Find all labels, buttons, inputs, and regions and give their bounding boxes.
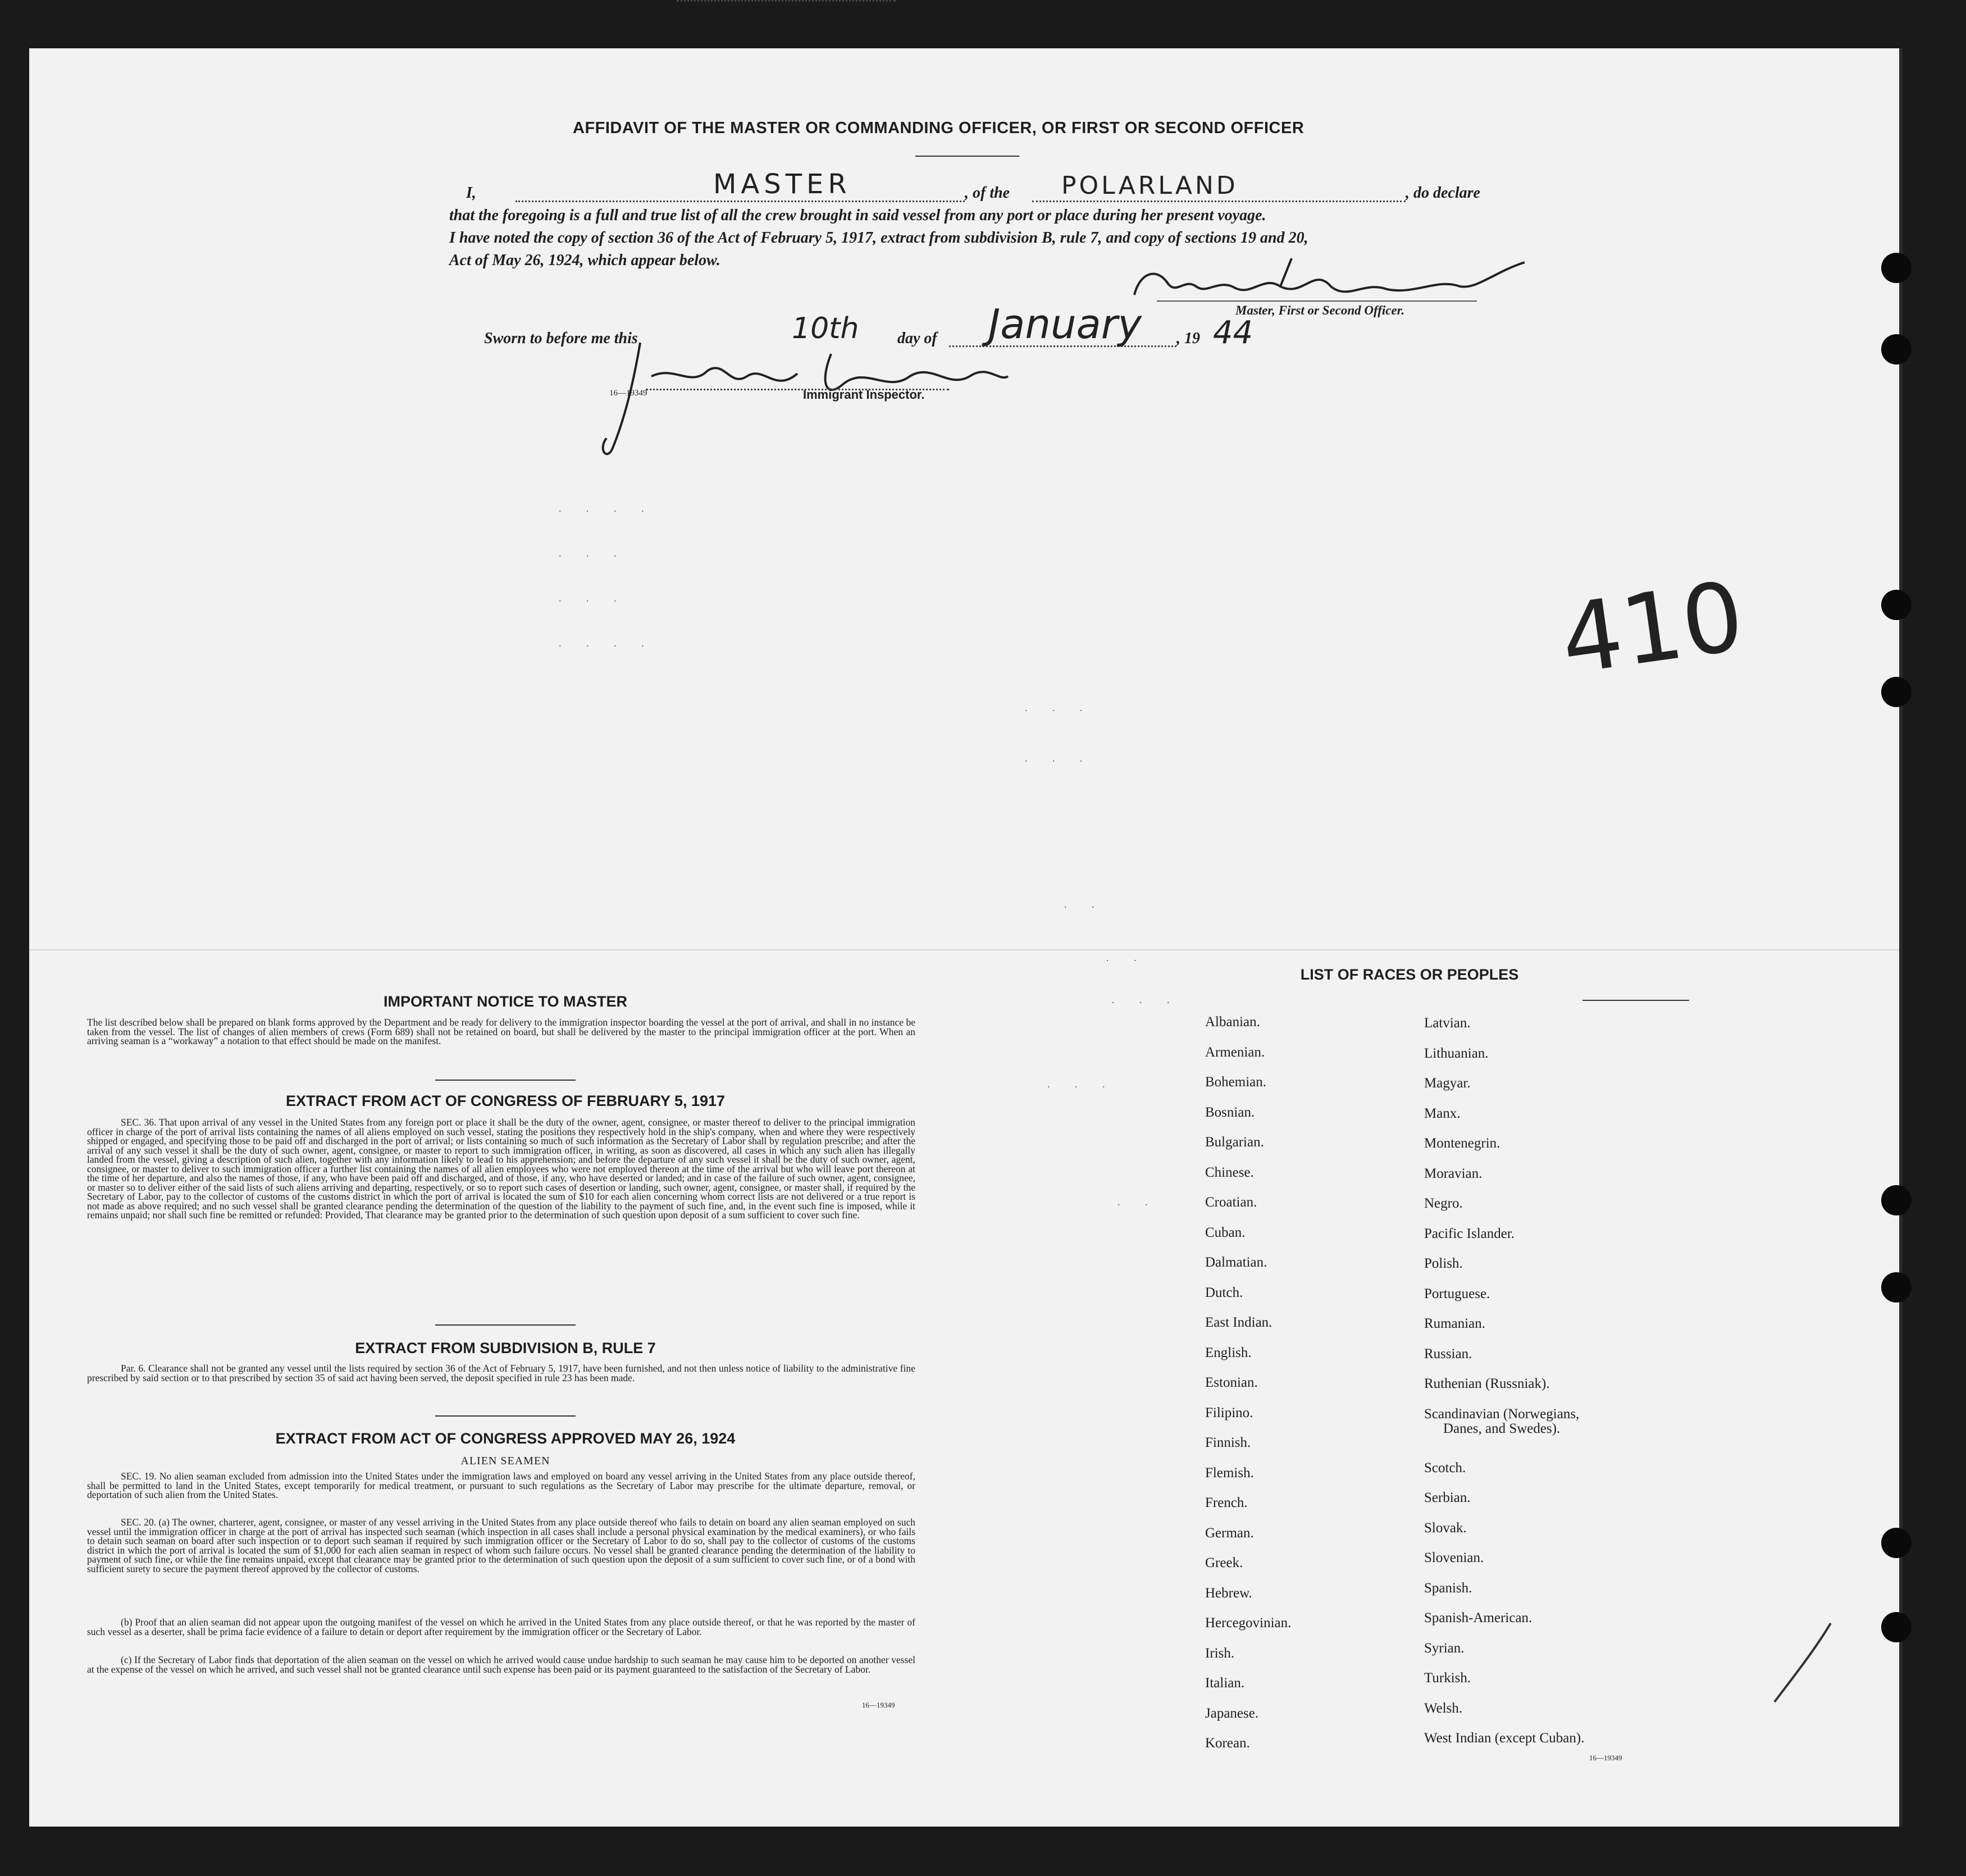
divider [435, 1080, 576, 1081]
pencil-mark [1769, 1618, 1836, 1707]
race-item: Danes, and Swedes). [1443, 1420, 1561, 1436]
race-item: Filipino. [1205, 1405, 1253, 1420]
extract-1924-title: EXTRACT FROM ACT OF CONGRESS APPROVED MAY 26, 1924 [275, 1430, 736, 1447]
punch-hole [1881, 1528, 1912, 1558]
master-line [516, 201, 965, 202]
race-item: Croatian. [1205, 1195, 1257, 1210]
divider [435, 1415, 576, 1417]
master-caption: Master, First or Second Officer. [1235, 303, 1405, 317]
race-item: English. [1205, 1345, 1252, 1360]
dot-leaders: . . . [1025, 702, 1094, 713]
handwritten-year: 44 [1213, 315, 1253, 351]
extract-1917-text: SEC. 36. That upon arrival of any vessel in the United States from any foreign port or place it shall be the duty of the owner, agent, consignee, or master thereof to deliver to the principal immigration officer in charge of the port of arrival lists containing the names of all aliens employed on such vessel, stating the positions they respectively hold in the ship's company, when and where they were respectively shipped or engaged, and specifying those to be paid off and discharged in the port of arrival; or lists containing so much of such information as the Secretary of Labor shall by regulation prescribe; and after the arrival of any such vessel it shall be the duty of such owner, agent, consignee, or master to report to such immigration officer, in writing, as soon as discovered, all cases in which any such alien has illegally landed from the vessel, giving a description of such alien, together with any information likely to lead to his apprehension; and before the departure of any such vessel it shall be the duty of such owner, agent, consignee, or master to deliver to such immigration officer a further list containing the names of all alien employees who were not employed thereon at the time of the arrival but who will leave port thereon at the time of her departure, and also the names of those, if any, who have been paid off and discharged, and of those, if any, who have deserted or landed; and in case of the failure of such owner, agent, consignee, or master so to deliver either of the said lists of such aliens arriving and departing, respectively, or so to report such cases of desertion or landing, such owner, agent, consignee, or master shall, if required by the Secretary of Labor, pay to the collector of customs of the customs district in which the port of arrival is located the sum of $10 for each alien concerning whom correct lists are not delivered or a true report is not made as above required; and no such vessel shall be granted clearance pending the determination of the question of the liability to the payment of such fine, and, in the event such fine is imposed, while it remains unpaid; nor shall such fine be remitted or refunded: Provided, That clearance may be granted prior to the determination of such question upon deposit of a sum sufficient to cover such fine. [87, 1117, 915, 1221]
dot-leaders: . . [1106, 952, 1148, 963]
dot-leaders: . . . [1047, 1078, 1116, 1090]
race-item: Italian. [1205, 1675, 1245, 1691]
extract-1924-subtitle: ALIEN SEAMEN [460, 1455, 550, 1467]
form-number-top: 16—19349 [609, 389, 647, 398]
race-item: German. [1205, 1525, 1254, 1541]
sec19-text: SEC. 19. No alien seaman excluded from admission into the United States under the immigration laws and employed on board any vessel arriving in the United States from any place outside thereof, shall be permitted to land in the United States, except temporarily for medical treatment, or pursuant to such regulations as the Secretary of Labor may prescribe for the ultimate departure, removal, or deportation of such alien from the United States. [87, 1470, 915, 1500]
punch-hole [1881, 334, 1912, 365]
affidavit-line2: that the foregoing is a full and true list of all the crew brought in said vessel from any port or place during her present voyage. [449, 207, 1266, 224]
race-item: Manx. [1424, 1105, 1461, 1121]
punch-hole [1881, 253, 1912, 283]
race-item: Slovenian. [1424, 1550, 1484, 1565]
year-prefix: , 19 [1176, 330, 1200, 347]
dot-leaders: . . [1064, 899, 1106, 910]
race-item: Cuban. [1205, 1224, 1246, 1240]
race-item: Bosnian. [1205, 1104, 1255, 1120]
race-item: Estonian. [1205, 1375, 1258, 1390]
dot-leaders: . . [1117, 1196, 1159, 1208]
handwritten-master: MASTER [713, 169, 851, 200]
punch-hole [1881, 590, 1912, 620]
handwritten-margin-note: 410 [1554, 561, 1750, 696]
race-item: Latvian. [1424, 1016, 1471, 1031]
punch-hole [1881, 677, 1912, 707]
dot-leaders: . . . [559, 548, 628, 559]
dot-leaders: . . . [1025, 753, 1094, 764]
of-the-label: , of the [965, 184, 1010, 202]
race-item: East Indian. [1205, 1315, 1272, 1330]
race-item: Rumanian. [1424, 1316, 1486, 1331]
race-item: Bohemian. [1205, 1074, 1267, 1090]
race-item: Scandinavian (Norwegians, [1424, 1406, 1580, 1422]
race-item: French. [1205, 1495, 1248, 1510]
handwritten-vessel: POLARLAND [1061, 171, 1238, 200]
fold-crease [29, 949, 1899, 950]
dot-leaders: . . . [1112, 994, 1181, 1005]
race-item: Welsh. [1424, 1700, 1463, 1716]
race-item: Moravian. [1424, 1165, 1483, 1181]
race-item: Montenegrin. [1424, 1136, 1500, 1151]
handwritten-month: January [988, 300, 1142, 348]
punch-hole [1881, 1272, 1912, 1303]
dot-leaders: . . . [559, 593, 628, 604]
race-item: Slovak. [1424, 1520, 1467, 1536]
race-item: Dalmatian. [1205, 1255, 1267, 1270]
race-item: Lithuanian. [1424, 1045, 1489, 1061]
extract-1917-title: EXTRACT FROM ACT OF CONGRESS OF FEBRUARY 5, 1917 [285, 1092, 726, 1109]
race-item: Greek. [1205, 1555, 1243, 1570]
notice-text: The list described below shall be prepared on blank forms approved by the Department and be ready for delivery to the immigration inspector boarding the vessel at the port of arrival, and shall in no instance be taken from the vessel. The list of changes of alien members of crews (Form 689) shall not be retained on board, but shall be delivered by the master to the principal immigration officer at the port. When an arriving seaman is a “workaway” a notation to that effect should be made on the manifest. [87, 1017, 915, 1046]
race-item: Syrian. [1424, 1640, 1465, 1656]
handwritten-day: 10th [792, 312, 859, 345]
race-item: Chinese. [1205, 1164, 1254, 1180]
dot-leaders: . . . . [559, 503, 655, 514]
race-item: Serbian. [1424, 1490, 1471, 1505]
race-item: Flemish. [1205, 1465, 1254, 1481]
vessel-line [1032, 201, 1406, 202]
affidavit-i: I, [466, 184, 476, 202]
race-item: Irish. [1205, 1645, 1235, 1661]
race-item: Spanish. [1424, 1580, 1472, 1596]
race-item: Magyar. [1424, 1076, 1471, 1091]
punch-hole [1881, 1612, 1912, 1642]
day-of-label: day of [897, 330, 937, 347]
form-number-left: 16—19349 [862, 1701, 895, 1709]
notice-title: IMPORTANT NOTICE TO MASTER [384, 993, 627, 1010]
affidavit-line4: Act of May 26, 1924, which appear below. [449, 252, 720, 269]
inspector-caption: Immigrant Inspector. [803, 388, 925, 402]
day-line [677, 0, 896, 2]
rule7-title: EXTRACT FROM SUBDIVISION B, RULE 7 [355, 1340, 656, 1356]
race-item: Japanese. [1205, 1705, 1259, 1721]
race-item: Bulgarian. [1205, 1135, 1264, 1150]
affidavit-line3: I have noted the copy of section 36 of the Act of February 5, 1917, extract from subdivision B, rule 7, and copy of sections 19 and 20, [449, 229, 1308, 247]
races-title: LIST OF RACES OR PEOPLES [1300, 966, 1519, 983]
race-item: Korean. [1205, 1736, 1250, 1751]
divider [915, 156, 1019, 157]
form-number-right: 16—19349 [1589, 1754, 1622, 1762]
race-item: Dutch. [1205, 1285, 1243, 1300]
race-item: Spanish-American. [1424, 1610, 1532, 1625]
race-item: Hercegovinian. [1205, 1615, 1292, 1631]
race-item: Albanian. [1205, 1014, 1260, 1030]
race-item: Portuguese. [1424, 1286, 1490, 1301]
race-item: Polish. [1424, 1256, 1463, 1271]
race-item: Scotch. [1424, 1460, 1466, 1476]
race-item: West Indian (except Cuban). [1424, 1731, 1585, 1746]
race-item: Negro. [1424, 1196, 1463, 1211]
race-item: Ruthenian (Russniak). [1424, 1376, 1550, 1391]
divider [435, 1324, 576, 1326]
race-item: Russian. [1424, 1346, 1472, 1362]
race-item: Armenian. [1205, 1044, 1265, 1060]
signature-line [1157, 300, 1477, 302]
race-item: Turkish. [1424, 1670, 1471, 1686]
race-item: Finnish. [1205, 1435, 1251, 1450]
punch-hole [1881, 1185, 1912, 1215]
sec20b-text: (b) Proof that an alien seaman did not appear upon the outgoing manifest of the vessel on which he arrived in the United States from any place outside thereof, or that he was reported by the master of such vessel as a deserter, shall be prima facie evidence of a failure to detain or deport after requirement by the immigration officer or the Secretary of Labor. [87, 1617, 915, 1637]
affidavit-title: AFFIDAVIT OF THE MASTER OR COMMANDING OFFICER, OR FIRST OR SECOND OFFICER [573, 119, 1304, 137]
rule7-text: Par. 6. Clearance shall not be granted any vessel until the lists required by section 36 of the Act of February 5, 1917, have been furnished, and not then unless notice of liability to the administrative fine prescribed by said section or to that prescribed by section 35 of said act having been served, the deposit specified in rule 23 has been made. [87, 1363, 915, 1383]
race-item: Hebrew. [1205, 1585, 1252, 1601]
race-item: Pacific Islander. [1424, 1226, 1515, 1241]
sec20c-text: (c) If the Secretary of Labor finds that deportation of the alien seaman on the vessel on which he arrived would cause undue hardship to such seaman he may cause him to be deported on another vessel at the expense of the vessel on which he arrived, and such vessel shall not be granted clearance until such expense has been paid or its payment guaranteed to the satisfaction of the Secretary of Labor. [87, 1654, 915, 1675]
sworn-label: Sworn to before me this [484, 330, 638, 347]
do-declare-label: , do declare [1406, 184, 1480, 202]
dot-leaders: . . . . [559, 638, 655, 649]
divider [1582, 1000, 1689, 1001]
sec20a-text: SEC. 20. (a) The owner, charterer, agent, consignee, or master of any vessel arriving in the United States from any place outside thereof who fails to detain on board any alien seaman employed on such vessel until the immigration officer in charge at the port of arrival has inspected such seaman (which inspection in all cases shall include a personal physical examination by the medical examiners), or who fails to detain such seaman on board after such inspection or to deport such seaman if required by such immigration officer or the Secretary of Labor to do so, shall pay to the collector of customs of the customs district in which the port of arrival is located the sum of $1,000 for each alien seaman in respect of whom such failure occurs. No vessel shall be granted clearance pending the determination of the liability to payment of such fine, or while the fine remains unpaid, except that clearance may be granted prior to the determination of such question upon the deposit of a sum sufficient to cover such fine, or of a bond with sufficient surety to secure the payment thereof approved by the collector of customs. [87, 1517, 915, 1574]
